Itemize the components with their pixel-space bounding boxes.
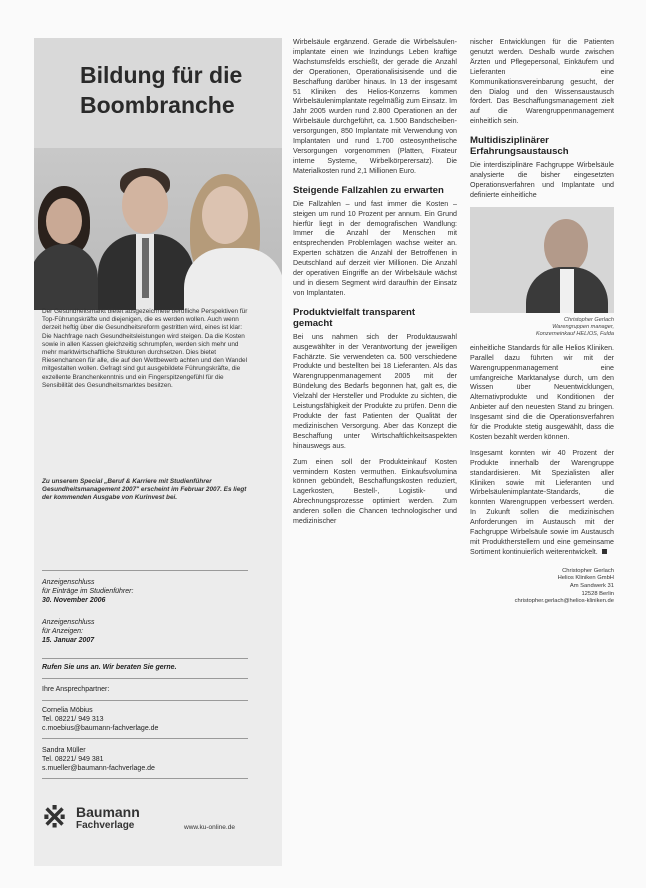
paragraph: Die Fallzahlen – und fast immer die Kosten – steigen um rund 10 Prozent per annum. Ein Grund hierfür liegt in der demografischen Wandlung: Immer die Anzahl der Menschen mit entsprechenden Problemlagen wachse weiter an. Experten schätzen die Anzahl der Betroffenen in Deutschland auf derzeit vier Millionen. Die Anzahl der operativen Eingriffe an der Wirbelsäule wächst und in diesem Segment wird daraufhin der Einsatz von Implantaten. xyxy=(293,199,457,297)
contact2-email[interactable]: s.mueller@baumann-fachverlage.de xyxy=(42,765,155,772)
deadline2-date: 15. Januar 2007 xyxy=(42,637,95,644)
paragraph: einheitliche Standards für alle Helios Kliniken. Parallel dazu führten wir mit der Warengruppenmanagement eine umfangreiche Marktanalyse durch, um den Wissen über Neuentwicklungen, Alternativprodukte und Konditionen der Anbieter auf den neuesten Stand zu bringen. Insgesamt sind die die Operationsverfahren für die Produkte stetig ausgewählt, dass die Kosten bezahlt werden können. xyxy=(470,343,614,441)
paragraph: nischer Entwicklungen für die Patienten genutzt werden. Deshalb wurde zwischen Ärzten und Pflegepersonal, Einkäufern und Lieferanten eine Kommunikationsvereinbarung gesucht, der den Dialog und den Wissensaustausch fördert. Das Beschaffungsmanagement zielt auf die Warengruppenmanagement einheitlich sein. xyxy=(470,38,614,126)
logo-subtitle: Fachverlage xyxy=(76,820,135,831)
contact1-email[interactable]: c.moebius@baumann-fachverlage.de xyxy=(42,725,159,732)
paragraph: Zum einen soll der Produkteinkauf Kosten vermindern Kosten vermuthen. Einkaufsvolumina können gebündelt, Beschaffungskosten reduziert, Lagerkosten, Bestell-, Logistik- und Abrechnungsprozesse optimiert werden. Zum anderen sollen die Chancen technologischer und medizinischer xyxy=(293,457,457,526)
ad-title xyxy=(80,60,242,120)
contact-line: Am Sandwerk 31 xyxy=(569,583,614,589)
caption-name: Christopher Gerlach xyxy=(563,316,614,323)
portrait-caption xyxy=(470,317,614,338)
contact2-name: Sandra Müller xyxy=(42,747,86,754)
end-mark-icon xyxy=(602,549,607,554)
portrait-shirt xyxy=(560,269,574,313)
portrait-head xyxy=(544,219,588,273)
publisher-logo[interactable] xyxy=(42,802,202,836)
deadline1-date: 30. November 2006 xyxy=(42,597,106,604)
divider xyxy=(42,778,248,779)
paragraph: Wirbelsäule ergänzend. Gerade die Wirbelsäulen-implantate einen wie Inzindungs Leben kraftige Wachstumsfelds erschießt, der gerade die Anzahl der Operationen, Operationalisisisende und die Beschaffung darüber hinaus. In 13 der insgesamt 51 Kliniken des Helios-Konzerns kommen Wirbelsäulenimplantate regelmäßig zum Einsatz. Im Jahr 2005 wurden rund 2.800 Operationen an der Wirbelsäule durchgeführt, ca. 1.500 Bandscheiben-versorgungen, 850 Implantate mit Verwendung von Implantaten und rund 1.700 osteosynthetische Versorgungen vorgenommen (Platten, Fixateur interne Systeme, Wirbelkörperersatz). Die Materialkosten rund 2,1 Millionen Euro. xyxy=(293,38,457,175)
contact-line: 12528 Berlin xyxy=(581,590,614,597)
contact-email[interactable]: christopher.gerlach@helios-kliniken.de xyxy=(514,598,614,605)
contact1-phone: Tel. 08221/ 949 313 xyxy=(42,716,104,723)
contact2-phone: Tel. 08221/ 949 381 xyxy=(42,756,104,763)
publisher-url[interactable]: www.ku-online.de xyxy=(184,824,235,831)
logo-name: Baumann xyxy=(76,804,140,820)
article-column-right xyxy=(470,38,614,606)
author-contact xyxy=(470,568,614,606)
author-portrait xyxy=(470,207,614,313)
divider xyxy=(42,570,248,571)
contact-card-1 xyxy=(42,706,242,733)
logo-mark-icon: ※ xyxy=(42,801,68,834)
divider xyxy=(42,658,248,659)
section-heading: Steigende Fallzahlen zu erwarten xyxy=(293,184,444,196)
paragraph: Die interdisziplinäre Fachgruppe Wirbelsäule analysierte die bisher eingesetzten Operationsverfahren und Implantate und definierte einheitliche xyxy=(470,161,614,199)
paragraph: Bei uns nahmen sich der Produktauswahl ausgewählter in der Verantwortung der jeweiligen Fachärzte. Sie verwendeten ca. 500 verschiedene Produkte und bestellten bei 18 Lieferanten. Als das Warengruppenmanagement 2005 mit der Bündelung des Bedarfs begonnen hat, galt es, die Vielzahl der Hersteller und Produkte zu sichten, die Leistungsfähigkeit der Produkte zu prüfen. Denn die Produkte der fast Patienten der Qualität der medizinischen Versorgung. Aber das Konzept die Beschaffung unter Wirtschaftlichkeitsaspekten hinauswegs aus. xyxy=(293,332,457,450)
divider xyxy=(42,700,248,701)
deadline-block-1 xyxy=(42,578,242,605)
contact1-name: Cornelia Möbius xyxy=(42,707,93,714)
ad-special-text: Zu unserem Special „Beruf & Karriere mit Studienführer Gesundheitsmanagement 2007" erscheint im Februar 2007. Es liegt der kommenden Ausgabe von Kurinvest bei. xyxy=(42,478,247,502)
deadline2-text: für Anzeigen: xyxy=(42,628,83,635)
deadline2-label: Anzeigenschluss xyxy=(42,619,95,626)
paragraph-text: Insgesamt konnten wir 40 Prozent der Produkte innerhalb der Warengruppe standardisieren. Mit Spezialisten aller Kliniken sowie mit Lieferanten und Wirbelsäulenimplantate-Standards, die konnten Warengruppen verbessert werden. In Zukunft sollen die medizinischen Anforderungen im Austausch mit der Fachgruppe Wirbelsäule sowie im Austausch mit Produktherstellern und eine gemeinsame Sortiment kontinuierlich weiterentwickelt. xyxy=(470,448,614,556)
deadline-block-2 xyxy=(42,618,242,645)
ad-body-text: Der Gesundheitsmarkt bietet ausgezeichnete berufliche Perspektiven für Top-Führungskräfte und diejenigen, die es werden wollen. Auch wenn derzeit heftig über die Gesundheitsreform gestritten wird, eines ist klar: Die Nachfrage nach Gesundheitsleistungen wird steigen. Da die Kosten sowie in allen Kassen gleichzeitig schrumpfen, werden sich mehr und mehr marktwirtschaftliche Strukturen durchsetzen. Dies bietet Riesenchancen für alle, die auf den Wettbewerb achten und den Wandel mitgestalten wollen. Gefragt sind gut ausgebildete Führungskräfte, die exzellente Branchenkenntnis und ein Fingerspitzengefühl für die Sensibilität des Gesundheitsmarktes besitzen. xyxy=(42,308,248,389)
ad-photo xyxy=(34,148,282,310)
contact-line: Helios Kliniken GmbH xyxy=(557,575,614,582)
section-heading: Produktvielfalt transparent gemacht xyxy=(293,306,416,329)
call-text: Rufen Sie uns an. Wir beraten Sie gerne. xyxy=(42,664,177,671)
article-column-middle xyxy=(293,38,457,533)
caption-role1: Warengruppen manager, xyxy=(552,323,614,330)
contact-line: Christopher Gerlach xyxy=(562,567,614,574)
ad-title-line2: Boombranche xyxy=(80,92,235,118)
advertisement-panel xyxy=(34,38,282,866)
contacts-title: Ihre Ansprechpartner: xyxy=(42,686,110,693)
caption-role2: Konzerneinkauf HELIOS, Fulda xyxy=(535,330,614,337)
divider xyxy=(42,678,248,679)
deadline1-label: Anzeigenschluss xyxy=(42,579,95,586)
deadline1-text: für Einträge im Studienführer: xyxy=(42,588,134,595)
divider xyxy=(42,738,248,739)
ad-title-line1: Bildung für die xyxy=(80,62,243,88)
ad-header xyxy=(34,38,282,310)
section-heading: Multidisziplinärer Erfahrungsaustausch xyxy=(470,135,569,158)
contact-card-2 xyxy=(42,746,242,773)
paragraph xyxy=(470,449,614,558)
